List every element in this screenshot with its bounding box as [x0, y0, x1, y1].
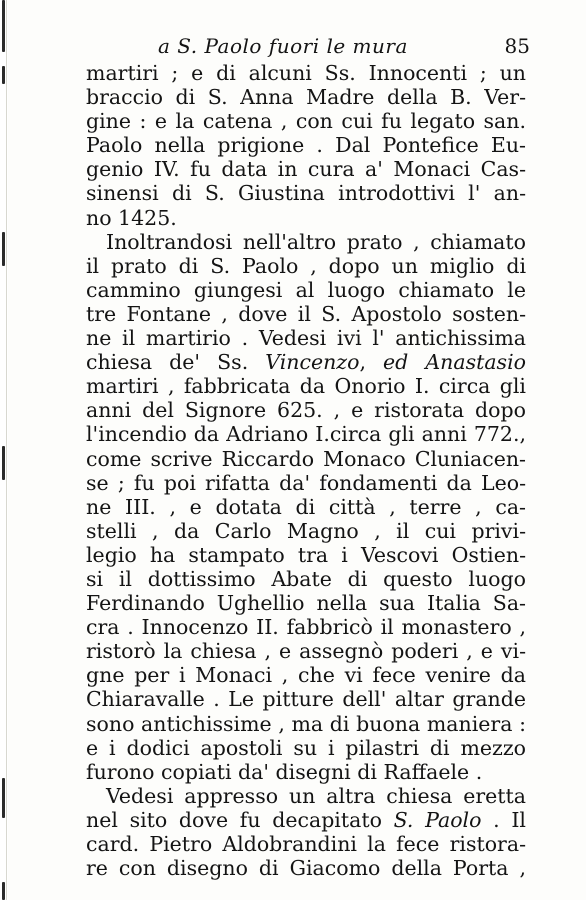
text-fragment: . Il [493, 807, 526, 832]
body-text [86, 61, 526, 880]
text-fragment: nel sito dove fu decapitato [86, 807, 382, 832]
text-line: Vedesi appresso un altra chiesa eretta [106, 783, 526, 808]
text-line: martiri ; e di alcuni Ss. Innocenti ; un [86, 61, 526, 85]
text-line: sinensi di S. Giustina introdottivi l' an- [86, 181, 526, 206]
text-line: furono copiati da' disegni di Raffaele . [86, 759, 483, 784]
text-line: gne per i Monaci , che vi fece venire da [86, 663, 526, 688]
text-line: martiri , fabbricata da Onorio I. circa gli [86, 374, 526, 399]
text-line: si il dottissimo Abate di questo luogo [86, 566, 526, 591]
text-line: stelli , da Carlo Magno , il cui privi- [86, 518, 526, 543]
text-line: genio IV. fu data in cura a' Monaci Cas- [86, 157, 526, 182]
text-line: sono antichissime , ma di buona maniera : [86, 711, 526, 736]
text-line: ne III. , e dotata di città , terre , ca- [86, 494, 526, 519]
text-line: come scrive Riccardo Monaco Cluniacen- [86, 446, 526, 471]
text-line: Inoltrandosi nell'altro prato , chiamato [106, 229, 526, 254]
text-line: Chiaravalle . Le pitture dell' altar grande [86, 687, 526, 712]
text-line: gine : e la catena , con cui fu legato san. [86, 109, 526, 134]
text-line-mixed [86, 350, 526, 374]
italic-saint-name: S. Paolo [393, 807, 482, 832]
running-title: a S. Paolo fuori le mura [158, 34, 408, 58]
spine-mark [2, 0, 5, 52]
text-line: ristorò la chiesa , e assegnò poderi , e vi- [86, 639, 526, 664]
text-line-mixed [86, 808, 526, 832]
italic-saint-name: ed Anastasio [383, 350, 526, 375]
text-line: se ; fu poi rifatta da' fondamenti da Leo- [86, 470, 526, 495]
text-line: re con disegno di Giacomo della Porta , [86, 856, 526, 881]
text-line: no 1425. [86, 205, 177, 230]
spine-mark [2, 882, 5, 900]
spine-mark [2, 232, 5, 266]
italic-saint-name: Vincenzo [265, 350, 360, 375]
text-line: l'incendio da Adriano I.circa gli anni 772., [86, 422, 526, 447]
text-fragment: chiesa de' Ss. [86, 350, 249, 375]
text-line: cammino giungesi al luogo chiamato le [86, 277, 526, 302]
text-line: legio ha stampato tra i Vescovi Ostien- [86, 542, 526, 567]
spine-mark [2, 66, 5, 84]
text-line: braccio di S. Anna Madre della B. Ver- [86, 85, 526, 110]
text-line: tre Fontane , dove il S. Apostolo sosten- [86, 301, 526, 326]
text-line: Ferdinando Ughellio nella sua Italia Sa- [86, 591, 526, 616]
text-line: ne il martirio . Vedesi ivi l' antichissima [86, 326, 526, 351]
page-spine-edge [0, 0, 8, 900]
spine-mark [2, 778, 5, 818]
text-line: Paolo nella prigione . Dal Pontefice Eu- [86, 133, 526, 158]
text-line: card. Pietro Aldobrandini la fece ristora- [86, 832, 526, 856]
text-line: il prato di S. Paolo , dopo un miglio di [86, 253, 526, 278]
page-number: 85 [504, 34, 530, 58]
text-fragment: , [359, 350, 384, 375]
spine-mark [2, 446, 5, 480]
text-line: e i dodici apostoli su i pilastri di mezzo [86, 735, 526, 760]
text-line: anni del Signore 625. , e ristorata dopo [86, 398, 526, 423]
text-line: cra . Innocenzo II. fabbricò il monastero , [86, 615, 526, 640]
running-header [158, 34, 530, 62]
